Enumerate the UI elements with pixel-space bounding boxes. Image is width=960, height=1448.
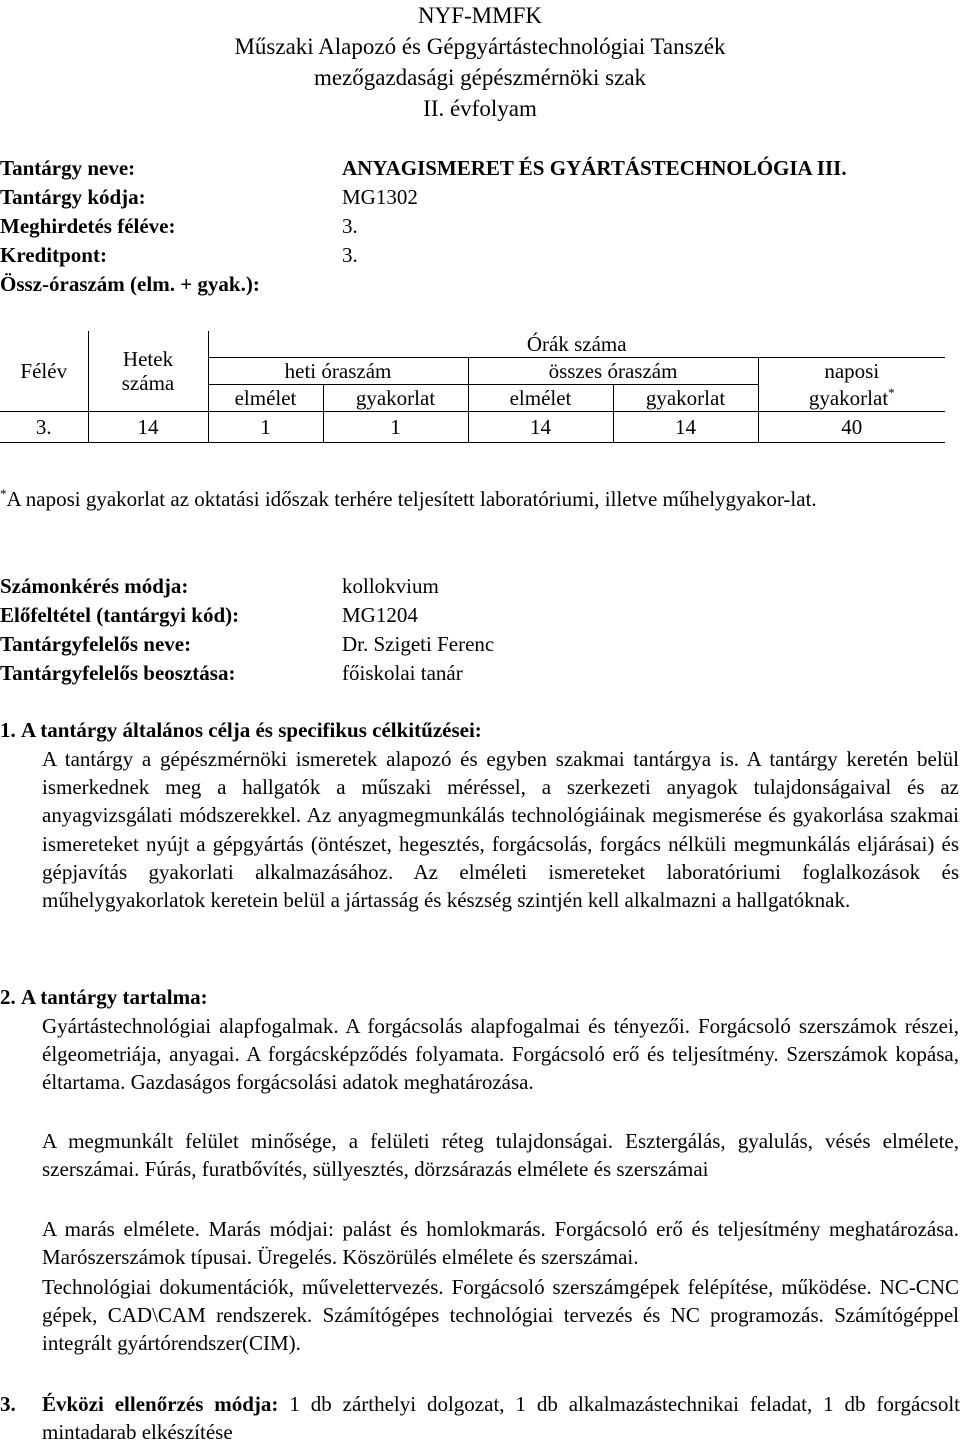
section-3-body: 1 db zárthelyi dolgozat, 1 db alkalmazástechnikai feladat, 1 db forgácsolt mintadarab elkészítése <box>42 1392 960 1444</box>
section-1-body: A tantárgy a gépészmérnöki ismeretek alapozó és egyben szakmai tantárgya is. A tantárgy keretén belül ismerkednek meg a hallgatók a műszaki méréssel, a szerkezeti anyagok tulajdonságaival és az anyagvizsgálati módszerekkel. Az anyagmegmunkálás technológiáinak megismerése és gyakorlása szakmai ismereteket nyújt a gépgyártás (öntészet, hegesztés, forgácsolás, forgács nélküli megmunkálás eljárásai) és gépjavítás gyakorlati alkalmazásához. Az elméleti ismereteket laboratóriumi foglalkozások és műhelygyakorlatok keretein belül a jártasság és készség szintjén kell alkalmazni a hallgatóknak. <box>42 747 959 913</box>
subject-semester-value: 3. <box>342 214 358 238</box>
subject-credit-value: 3. <box>342 243 358 267</box>
prereq-value: MG1204 <box>342 603 418 627</box>
document-header <box>0 0 960 124</box>
exam-label: Számonkérés módja: <box>0 574 189 598</box>
section-3-number: 3. <box>0 1392 16 1416</box>
header-felev: Félév <box>0 331 88 412</box>
header-hetek <box>88 331 208 412</box>
subject-credit-label: Kreditpont: <box>0 243 107 267</box>
row-hetek: 14 <box>88 412 208 443</box>
section-1-number: 1. <box>0 718 16 742</box>
header-elmelet-2: elmélet <box>468 385 613 412</box>
header-gyakorlat-3-text: gyakorlat <box>808 385 889 410</box>
position-value: főiskolai tanár <box>342 661 463 685</box>
subject-code-label: Tantárgy kódja: <box>0 185 146 209</box>
subject-name-label: Tantárgy neve: <box>0 156 136 180</box>
header-line-department: Műszaki Alapozó és Gépgyártástechnológiai Tanszék <box>234 34 726 59</box>
section-2-paragraph-1: Gyártástechnológiai alapfogalmak. A forgácsolás alapfogalmai és tényezői. Forgácsoló szerszámok részei, élgeometriája, anyagai. A forgácsképződés folyamata. Forgácsoló erő és teljesítmény. Szerszámok kopása, éltartama. Gazdaságos forgácsolási adatok meghatározása. <box>42 1014 959 1095</box>
subject-name-value: ANYAGISMERET ÉS GYÁRTÁSTECHNOLÓGIA III. <box>342 156 847 180</box>
hours-table <box>0 331 945 443</box>
position-label: Tantárgyfelelős beosztása: <box>0 661 236 685</box>
subject-code-value: MG1302 <box>342 185 418 209</box>
row-naposi: 40 <box>758 412 945 443</box>
header-line-faculty: NYF-MMFK <box>418 3 542 28</box>
row-osszes-gyakorlat: 14 <box>613 412 758 443</box>
section-2-paragraph-3: A marás elmélete. Marás módjai: palást és homlokmarás. Forgácsoló erő és teljesítmény meghatározása. Marószerszámok típusai. Üregelés. Köszörülés elmélete és szerszámai. <box>42 1217 959 1270</box>
header-osszes: összes óraszám <box>468 358 758 385</box>
row-heti-elmelet: 1 <box>208 412 323 443</box>
row-felev: 3. <box>0 412 88 443</box>
header-naposi: naposi <box>758 358 945 385</box>
header-hetek-line2: száma <box>121 371 175 395</box>
header-gyakorlat-1: gyakorlat <box>323 385 468 412</box>
footnote-text: A naposi gyakorlat az oktatási időszak terhére teljesített laboratóriumi, illetve műhelygyakor-lat. <box>6 487 817 511</box>
header-heti: heti óraszám <box>208 358 468 385</box>
row-heti-gyakorlat: 1 <box>323 412 468 443</box>
subject-semester-label: Meghirdetés féléve: <box>0 214 176 238</box>
section-2-paragraph-4: Technológiai dokumentációk, művelettervezés. Forgácsoló szerszámgépek felépítése, működése. NC-CNC gépek, CAD\CAM rendszerek. Számítógépes technológiai tervezés és NC programozás. Számítógéppel integrált gyártórendszer(CIM). <box>42 1275 959 1356</box>
section-3-text <box>0 1390 960 1446</box>
section-1-title <box>0 717 482 744</box>
header-line-program: mezőgazdasági gépészmérnöki szak <box>313 65 647 90</box>
header-gyakorlat-3 <box>758 385 945 412</box>
section-1-heading: A tantárgy általános célja és specifikus célkitűzései: <box>21 718 482 742</box>
exam-value: kollokvium <box>342 574 439 598</box>
responsible-label: Tantárgyfelelős neve: <box>0 632 192 656</box>
footnote-star: * <box>0 486 7 501</box>
footnote <box>0 486 955 513</box>
section-2-title <box>0 984 208 1011</box>
subject-total-label: Össz-óraszám (elm. + gyak.): <box>0 272 260 296</box>
responsible-value: Dr. Szigeti Ferenc <box>342 632 495 656</box>
header-elmelet-1: elmélet <box>208 385 323 412</box>
section-3 <box>0 1390 960 1446</box>
section-2-paragraph-2: A megmunkált felület minősége, a felületi réteg tulajdonságai. Esztergálás, gyalulás, vésés elmélete, szerszámai. Fúrás, furatbővítés, süllyesztés, dörzsárazás elmélete és szerszámai <box>42 1129 959 1182</box>
section-2-heading: A tantárgy tartalma: <box>21 985 208 1009</box>
header-footnote-star: * <box>888 384 895 400</box>
row-osszes-elmelet: 14 <box>468 412 613 443</box>
header-orak: Órák száma <box>208 331 945 358</box>
prereq-label: Előfeltétel (tantárgyi kód): <box>0 603 240 627</box>
header-hetek-line1: Hetek <box>122 347 174 371</box>
header-gyakorlat-2: gyakorlat <box>613 385 758 412</box>
header-line-year: II. évfolyam <box>423 96 537 121</box>
section-2-number: 2. <box>0 985 16 1009</box>
section-3-heading: Évközi ellenőrzés módja: <box>42 1392 279 1416</box>
